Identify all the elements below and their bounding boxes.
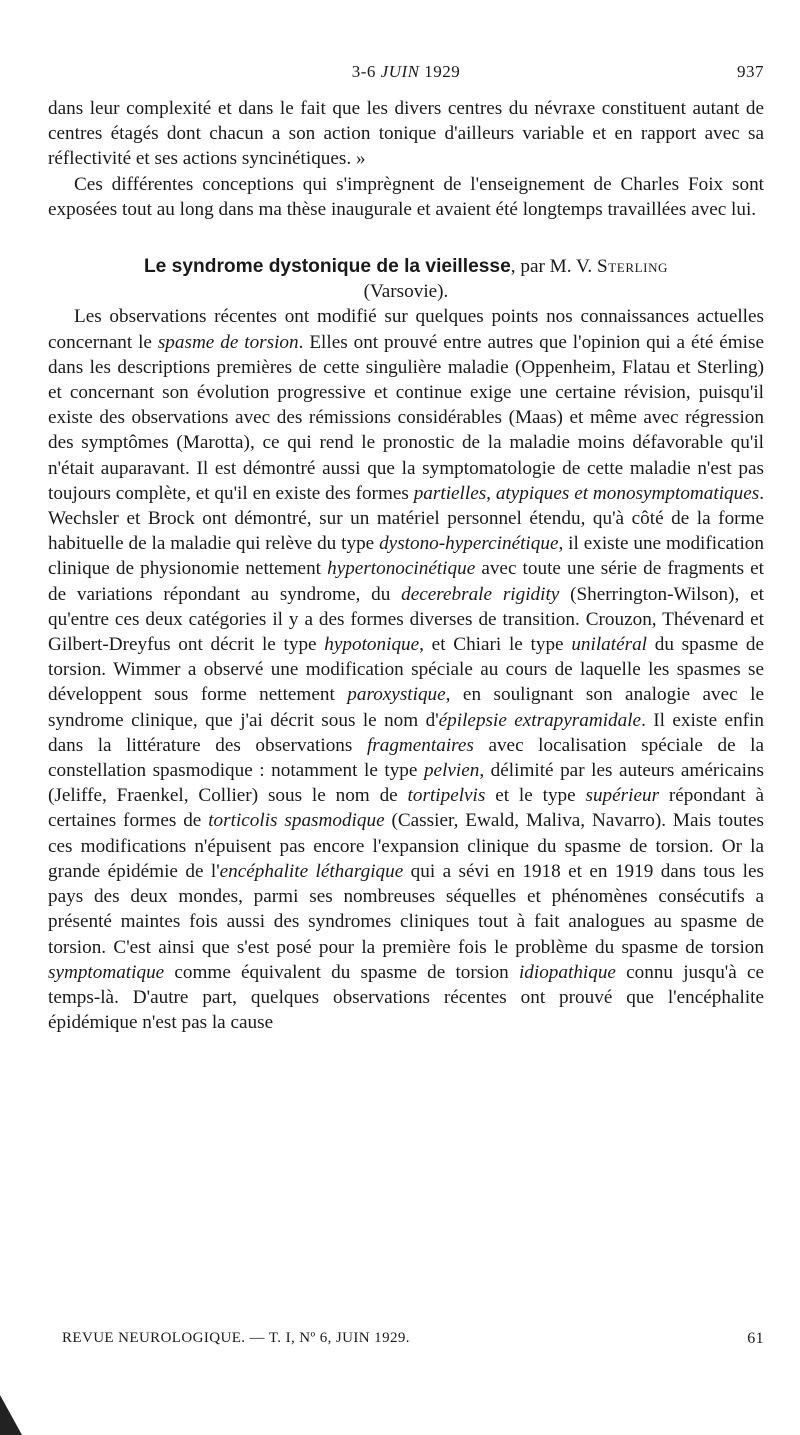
section-title: Le syndrome dystonique de la vieillesse: [143, 256, 511, 278]
paragraph-continued: dans leur complexité et dans le fait que les divers centres du névraxe constituent autant de centres étagés dont chacun a son action tonique d'ailleurs variable et en rapport avec sa réflectivité et ses actions syncinétiques. »: [48, 98, 764, 170]
journal-footer: [62, 1330, 764, 1354]
page-number: 937: [737, 62, 764, 81]
article-paragraph: Les observations récentes ont modifié sur quelques points nos connaissances actuelles concernant le spasme de torsion. Elles ont prouvé entre autres que l'opinion qui a été émise dans les descriptions premières de cette singulière maladie (Oppenheim, Flatau et Sterling) et concernant son évolution progressive et continue exige une certaine révision, puisqu'il existe des observations avec des rémissions considérables (Maas) et même avec régression des symptômes (Marotta), ce qui rend le pronostic de la maladie moins défavorable qu'il n'était auparavant. Il est démontré aussi que la symptomatologie de cette maladie n'est pas toujours complète, et qu'il en existe des formes partielles, atypiques et monosymptomatiques. Wechsler et Brock ont démontré, sur un matériel personnel étendu, qu'à côté de la forme habituelle de la maladie qui relève du type dystono-hypercinétique, il existe une modification clinique de physionomie nettement hypertonocinétique avec toute une série de fragments et de variations répondant au syndrome, du decerebrale rigidity (Sherrington-Wilson), et qu'entre ces deux catégories il y a des formes diverses de transition. Crouzon, Thévenard et Gilbert-Dreyfus ont décrit le type hypotonique, et Chiari le type unilatéral du spasme de torsion. Wimmer a observé une modification spéciale au cours de laquelle les spasmes se développent sous forme nettement paroxystique, en soulignant son analogie avec le syndrome clinique, que j'ai décrit sous le nom d'épilepsie extrapyramidale. Il existe enfin dans la littérature des observations fragmentaires avec localisation spéciale de la constellation spasmodique : notamment le type pelvien, délimité par les auteurs américains (Jeliffe, Fraenkel, Collier) sous le nom de tortipelvis et le type supérieur répondant à certaines formes de torticolis spasmodique (Cassier, Ewald, Maliva, Navarro). Mais toutes ces modifications n'épuisent pas encore l'expansion clinique du spasme de torsion. Or la grande épidémie de l'encéphalite léthargique qui a sévi en 1918 et en 1919 dans tous les pays des deux mondes, parmi ses nombreuses séquelles et phénomènes consécutifs a présenté maintes fois aussi des syndromes cliniques tout à fait analogues au spasme de torsion. C'est ainsi que s'est posé pour la première fois le problème du spasme de torsion symptomatique comme équivalent du spasme de torsion idiopathique connu jusqu'à ce temps-là. D'autre part, quelques observations récentes ont prouvé que l'encéphalite épidémique n'est pas la cause: [48, 306, 764, 1034]
section-author: Sterling: [596, 256, 669, 278]
body-text: [48, 96, 764, 1035]
header-date-prefix: 3-6: [351, 62, 381, 81]
paragraph: Ces différentes conceptions qui s'imprègnent de l'enseignement de Charles Foix sont exposées tout au long dans ma thèse inaugurale et avaient été longtemps travaillées avec lui.: [48, 173, 764, 220]
journal-reference: REVUE NEUROLOGIQUE. — T. I, Nº 6, JUIN 1929.: [62, 1330, 410, 1346]
section-place: (Varsovie).: [363, 281, 449, 303]
header-date-month: JUIN: [380, 62, 420, 81]
header-date-year: 1929: [419, 62, 461, 81]
section-heading: [48, 254, 764, 304]
scan-shadow: [0, 1395, 22, 1435]
section-byline: , par M. V.: [510, 256, 597, 278]
signature-mark: 61: [747, 1330, 764, 1347]
header-date: [48, 62, 764, 82]
running-header: [48, 62, 764, 88]
